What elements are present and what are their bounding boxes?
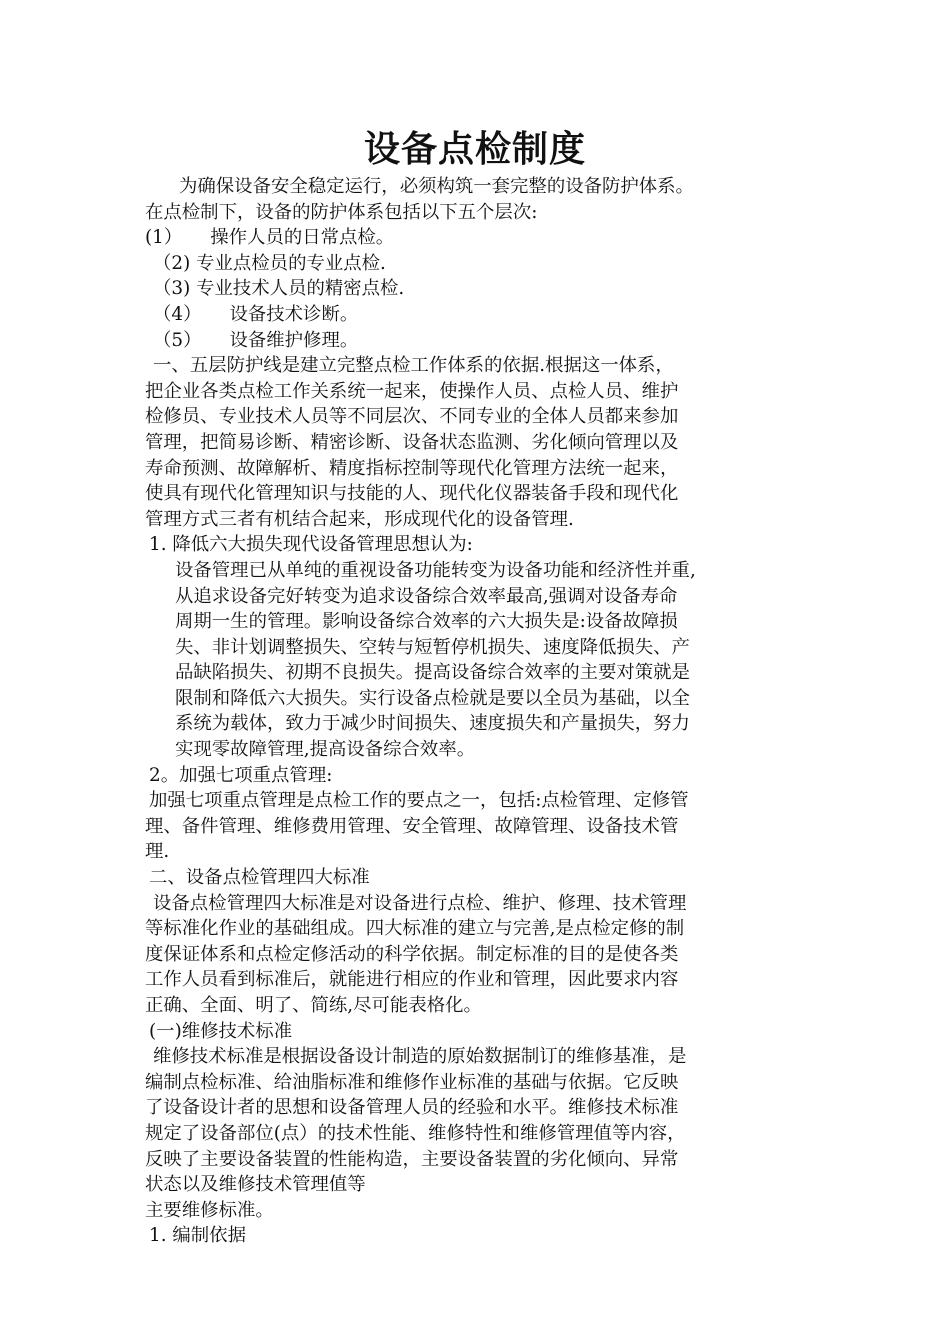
paragraph-line: 管理方式三者有机结合起来，形成现代化的设备管理.	[145, 508, 574, 530]
section-heading: 二、设备点检管理四大标准	[149, 867, 370, 889]
section-heading: (一)维修技术标准	[149, 1020, 293, 1042]
document-body	[145, 174, 813, 1249]
list-item	[145, 225, 813, 251]
paragraph-line: 在点检制下，设备的防护体系包括以下五个层次:	[145, 201, 538, 223]
paragraph-line: 加强七项重点管理是点检工作的要点之一，包括:点检管理、定修管	[149, 790, 689, 812]
paragraph-line: 实现零故障管理,提高设备综合效率。	[175, 739, 476, 761]
list-text: 操作人员的日常点检。	[210, 227, 395, 249]
list-marker: (1）	[145, 227, 183, 249]
paragraph-line: 状态以及维修技术管理值等	[145, 1174, 366, 1196]
paragraph-line: 品缺陷损失、初期不良损失。提高设备综合效率的主要对策就是	[175, 662, 690, 684]
paragraph-line: 理、备件管理、维修费用管理、安全管理、故障管理、设备技术管	[145, 815, 679, 837]
paragraph-line: 理.	[145, 841, 170, 863]
paragraph-line: 寿命预测、故障解析、精度指标控制等现代化管理方法统一起来，	[145, 457, 679, 479]
paragraph-line: 编制点检标准、给油脂标准和维修作业标准的基础与依据。它反映	[145, 1071, 679, 1093]
paragraph-line: 系统为载体，致力于减少时间损失、速度损失和产量损失，努力	[175, 713, 690, 735]
section-heading: 1. 降低六大损失现代设备管理思想认为:	[149, 534, 473, 556]
paragraph-line: 检修员、专业技术人员等不同层次、不同专业的全体人员都来参加	[145, 406, 679, 428]
list-item	[145, 302, 813, 328]
list-marker: （4）	[153, 303, 202, 325]
section-heading: 2。加强七项重点管理:	[149, 764, 333, 786]
paragraph-line: 限制和降低六大损失。实行设备点检就是要以全员为基础，以全	[175, 687, 690, 709]
section-heading: 1. 编制依据	[149, 1225, 246, 1247]
list-text: 设备维护修理。	[229, 329, 359, 351]
list-item: （2) 专业点检员的专业点检.	[153, 252, 386, 274]
paragraph-line: 把企业各类点检工作关系统一起来，使操作人员、点检人员、维护	[145, 380, 679, 402]
paragraph-line: 维修技术标准是根据设备设计制造的原始数据制订的维修基准，是	[153, 1046, 687, 1068]
paragraph-line: 了设备设计者的思想和设备管理人员的经验和水平。维修技术标准	[145, 1097, 679, 1119]
list-item	[145, 328, 813, 354]
paragraph-line: 反映了主要设备装置的性能构造，主要设备装置的劣化倾向、异常	[145, 1148, 679, 1170]
paragraph-line: 失、非计划调整损失、空转与短暂停机损失、速度降低损失、产	[175, 636, 690, 658]
paragraph-line: 一、五层防护线是建立完整点检工作体系的依据.根据这一体系，	[153, 355, 674, 377]
paragraph-line: 工作人员看到标准后，就能进行相应的作业和管理，因此要求内容	[145, 969, 679, 991]
paragraph-line: 设备点检管理四大标准是对设备进行点检、维护、修理、技术管理	[153, 892, 687, 914]
paragraph-line: 周期一生的管理。影响设备综合效率的六大损失是:设备故障损	[175, 611, 678, 633]
paragraph-line: 等标准化作业的基础组成。四大标准的建立与完善,是点检定修的制	[145, 918, 685, 940]
list-item: （3) 专业技术人员的精密点检.	[153, 278, 405, 300]
paragraph-line: 从追求设备完好转变为追求设备综合效率最高,强调对设备寿命	[175, 585, 678, 607]
paragraph-line: 规定了设备部位(点）的技术性能、维修特性和维修管理值等内容，	[145, 1122, 686, 1144]
list-marker: （5）	[153, 329, 202, 351]
paragraph-line: 主要维修标准。	[145, 1199, 274, 1221]
paragraph-line: 为确保设备安全稳定运行，必须构筑一套完整的设备防护体系。	[179, 176, 694, 197]
list-text: 设备技术诊断。	[229, 303, 359, 325]
paragraph-line: 正确、全面、明了、简练,尽可能表格化。	[145, 995, 482, 1016]
paragraph-line: 设备管理已从单纯的重视设备功能转变为设备功能和经济性并重,	[175, 559, 696, 581]
document-title: 设备点检制度	[363, 129, 586, 170]
paragraph-line: 度保证体系和点检定修活动的科学依据。制定标准的目的是使各类	[145, 943, 679, 965]
paragraph-line: 管理，把简易诊断、精密诊断、设备状态监测、劣化倾向管理以及	[145, 431, 679, 453]
paragraph-line: 使具有现代化管理知识与技能的人、现代化仪器装备手段和现代化	[145, 483, 679, 505]
